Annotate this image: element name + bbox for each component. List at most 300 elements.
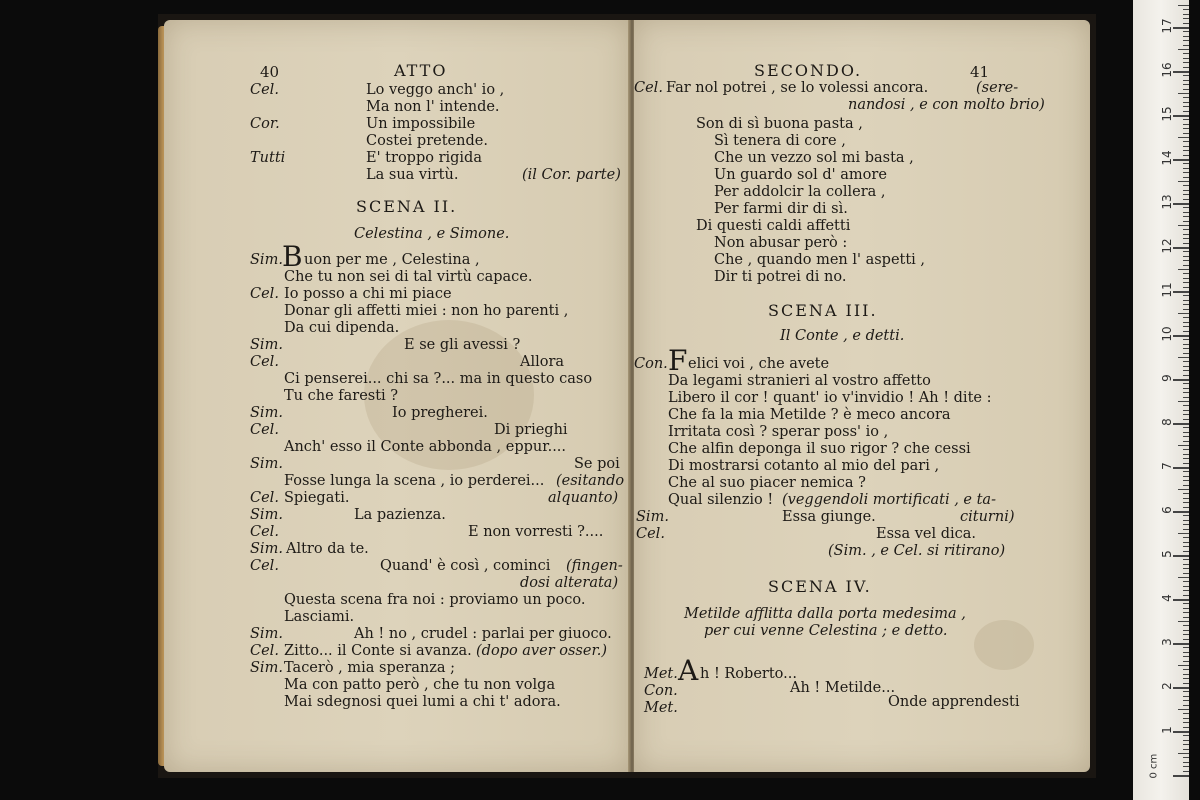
ruler-tick	[1183, 238, 1189, 239]
ruler-tick	[1183, 669, 1189, 670]
ruler-tick	[1183, 309, 1189, 310]
stage-direction: dosi alterata)	[520, 575, 619, 591]
ruler-tick	[1183, 256, 1189, 257]
ruler-tick	[1183, 397, 1189, 398]
verse-line: Ah ! Metilde...	[790, 680, 896, 696]
speaker: Cel.	[634, 80, 663, 96]
ruler-tick	[1183, 590, 1189, 591]
ruler-tick	[1183, 705, 1189, 706]
ruler-tick	[1183, 146, 1189, 147]
ruler-tick	[1183, 427, 1189, 428]
verse-line: Anch' esso il Conte abbonda , eppur....	[284, 439, 567, 455]
ruler-tick	[1173, 643, 1189, 645]
speaker: Con.	[644, 683, 678, 699]
verse-line: Altro da te.	[286, 541, 369, 557]
ruler-tick	[1183, 524, 1189, 525]
verse-line: Per addolcir la collera ,	[714, 184, 886, 200]
ruler-tick	[1183, 370, 1189, 371]
ruler-tick	[1183, 119, 1189, 120]
ruler-tick	[1183, 111, 1189, 112]
ruler-number: 5	[1160, 550, 1174, 558]
speaker: Cor.	[250, 116, 280, 132]
ruler-number: 12	[1160, 238, 1174, 254]
verse-line: Se poi	[574, 456, 620, 472]
ruler-tick	[1183, 80, 1189, 81]
verse-line: Spiegati.	[284, 490, 350, 506]
speaker: Sim.	[250, 507, 283, 523]
ruler-tick	[1178, 5, 1189, 6]
ruler-tick	[1183, 568, 1189, 569]
speaker: Cel.	[250, 490, 279, 506]
ruler-tick	[1183, 634, 1189, 635]
ruler-tick	[1178, 181, 1189, 182]
ruler-tick	[1183, 23, 1189, 24]
ruler-tick	[1183, 749, 1189, 750]
scene-persons: Celestina , e Simone.	[354, 226, 510, 242]
page-stain	[974, 620, 1034, 670]
verse-line: Allora	[520, 354, 565, 370]
ruler-tick	[1178, 357, 1189, 358]
ruler-number: 2	[1160, 682, 1174, 690]
ruler-tick	[1173, 203, 1189, 205]
ruler-tick	[1173, 71, 1189, 73]
ruler-tick	[1183, 14, 1189, 15]
ruler-tick	[1183, 141, 1189, 142]
ruler-tick	[1183, 304, 1189, 305]
ruler-tick	[1173, 687, 1189, 689]
ruler-tick	[1178, 445, 1189, 446]
stage-direction: (esitando	[556, 473, 625, 489]
speaker: Sim.	[250, 660, 283, 676]
ruler-tick	[1183, 419, 1189, 420]
open-book	[158, 14, 1096, 778]
ruler-number: 1	[1160, 726, 1174, 734]
ruler-tick	[1183, 678, 1189, 679]
speaker: Cel.	[250, 82, 279, 98]
verse-line: E se gli avessi ?	[404, 337, 521, 353]
speaker: Sim.	[636, 509, 669, 525]
ruler-tick	[1173, 247, 1189, 249]
verse-line: Quand' è così , cominci	[380, 558, 551, 574]
verse-line: Che un vezzo sol mi basta ,	[714, 150, 914, 166]
ruler-tick	[1183, 339, 1189, 340]
ruler-tick	[1183, 515, 1189, 516]
ruler-tick	[1183, 89, 1189, 90]
verse-line: Zitto... il Conte si avanza.	[284, 643, 472, 659]
ruler-tick	[1183, 353, 1189, 354]
page-number: 41	[970, 63, 990, 81]
ruler-number: 8	[1160, 418, 1174, 426]
ruler-tick	[1183, 542, 1189, 543]
ruler-tick	[1183, 485, 1189, 486]
ruler-tick	[1173, 115, 1189, 117]
ruler-number: 17	[1160, 18, 1174, 34]
ruler-tick	[1183, 595, 1189, 596]
verse-line: Ah ! no , crudel : parlai per giuoco.	[354, 626, 612, 642]
ruler-tick	[1183, 133, 1189, 134]
speaker: Con.	[634, 356, 668, 372]
ruler-tick	[1183, 436, 1189, 437]
ruler-tick	[1183, 656, 1189, 657]
verse-line: Da legami stranieri al vostro affetto	[668, 373, 931, 389]
ruler-tick	[1183, 344, 1189, 345]
ruler-tick	[1178, 665, 1189, 666]
ruler-tick	[1183, 713, 1189, 714]
verse-line: Per farmi dir di sì.	[714, 201, 848, 217]
ruler-tick	[1183, 366, 1189, 367]
drop-capital: B	[282, 240, 303, 273]
verse-line: Che alfin deponga il suo rigor ? che cessi	[668, 441, 971, 457]
stage-direction: (veggendoli mortificati , e ta-	[782, 492, 996, 508]
ruler-tick	[1178, 753, 1189, 754]
ruler-tick	[1183, 229, 1189, 230]
ruler-tick	[1183, 471, 1189, 472]
ruler-tick	[1183, 287, 1189, 288]
stage-direction: (il Cor. parte)	[522, 167, 621, 183]
verse-line: Donar gli affetti miei : non ho parenti ,	[284, 303, 569, 319]
stage-direction: (sere-	[976, 80, 1019, 96]
ruler-tick	[1183, 234, 1189, 235]
ruler-tick	[1183, 735, 1189, 736]
ruler-tick	[1183, 625, 1189, 626]
speaker: Cel.	[250, 422, 279, 438]
ruler-tick	[1173, 467, 1189, 469]
verse-line: h ! Roberto...	[700, 666, 797, 682]
speaker: Met.	[644, 666, 678, 682]
ruler-tick	[1173, 511, 1189, 513]
ruler-number: 7	[1160, 462, 1174, 470]
ruler-tick	[1173, 731, 1189, 733]
ruler-tick	[1183, 683, 1189, 684]
measuring-ruler	[1133, 0, 1189, 800]
ruler-tick	[1178, 93, 1189, 94]
ruler-tick	[1183, 295, 1189, 296]
ruler-tick	[1178, 137, 1189, 138]
ruler-tick	[1183, 441, 1189, 442]
ruler-tick	[1183, 348, 1189, 349]
ruler-tick	[1183, 405, 1189, 406]
running-head: SECONDO.	[754, 61, 863, 80]
ruler-tick	[1183, 326, 1189, 327]
verse-line: Io pregherei.	[392, 405, 488, 421]
ruler-tick	[1183, 106, 1189, 107]
ruler-tick	[1178, 533, 1189, 534]
ruler-tick	[1183, 551, 1189, 552]
verse-line: Far nol potrei , se lo volessi ancora.	[666, 80, 929, 96]
speaker: Sim.	[250, 252, 283, 268]
speaker: Sim.	[250, 456, 283, 472]
ruler-number: 16	[1160, 62, 1174, 78]
ruler-tick	[1183, 31, 1189, 32]
verse-line: Io posso a chi mi piace	[284, 286, 452, 302]
verse-line: Questa scena fra noi : proviamo un poco.	[284, 592, 586, 608]
ruler-tick	[1183, 696, 1189, 697]
verse-line: Essa giunge.	[782, 509, 876, 525]
ruler-tick	[1183, 53, 1189, 54]
ruler-tick	[1183, 454, 1189, 455]
ruler-tick	[1183, 639, 1189, 640]
ruler-tick	[1183, 559, 1189, 560]
drop-capital: A	[678, 654, 699, 687]
ruler-tick	[1173, 599, 1189, 601]
ruler-tick	[1183, 212, 1189, 213]
speaker: Cel.	[250, 558, 279, 574]
verse-line: La sua virtù.	[366, 167, 459, 183]
ruler-tick	[1183, 260, 1189, 261]
ruler-tick	[1183, 199, 1189, 200]
ruler-number: 14	[1160, 150, 1174, 166]
ruler-tick	[1183, 278, 1189, 279]
ruler-tick	[1183, 75, 1189, 76]
verse-line: Ma non l' intende.	[366, 99, 500, 115]
ruler-tick	[1183, 410, 1189, 411]
ruler-tick	[1183, 300, 1189, 301]
ruler-tick	[1183, 97, 1189, 98]
ruler-tick	[1183, 18, 1189, 19]
ruler-tick	[1183, 168, 1189, 169]
ruler-tick	[1183, 661, 1189, 662]
ruler-tick	[1183, 757, 1189, 758]
page-number: 40	[260, 63, 280, 81]
ruler-tick	[1183, 498, 1189, 499]
ruler-tick	[1173, 775, 1189, 777]
verse-line: E non vorresti ?....	[468, 524, 604, 540]
ruler-tick	[1183, 67, 1189, 68]
verse-line: elici voi , che avete	[688, 356, 830, 372]
scene-title: SCENA II.	[356, 197, 458, 216]
verse-line: Son di sì buona pasta ,	[696, 116, 863, 132]
ruler-tick	[1183, 603, 1189, 604]
ruler-tick	[1183, 520, 1189, 521]
ruler-tick	[1183, 190, 1189, 191]
verse-line: uon per me , Celestina ,	[304, 252, 480, 268]
verse-line: La pazienza.	[354, 507, 446, 523]
ruler-tick	[1183, 630, 1189, 631]
ruler-tick	[1183, 647, 1189, 648]
ruler-number: 13	[1160, 194, 1174, 210]
ruler-tick	[1183, 251, 1189, 252]
speaker: Sim.	[250, 626, 283, 642]
running-head: ATTO	[394, 61, 448, 80]
ruler-tick	[1183, 331, 1189, 332]
speaker: Cel.	[250, 524, 279, 540]
ruler-tick	[1173, 335, 1189, 337]
ruler-tick	[1183, 150, 1189, 151]
ruler-tick	[1183, 529, 1189, 530]
verse-line: Ma con patto però , che tu non volga	[284, 677, 556, 693]
ruler-number: 4	[1160, 594, 1174, 602]
ruler-tick	[1183, 265, 1189, 266]
ruler-tick	[1183, 691, 1189, 692]
ruler-tick	[1178, 49, 1189, 50]
verse-line: Tacerò , mia speranza ;	[284, 660, 456, 676]
stage-direction: alquanto)	[548, 490, 619, 506]
ruler-tick	[1183, 700, 1189, 701]
ruler-tick	[1183, 537, 1189, 538]
ruler-tick	[1178, 401, 1189, 402]
ruler-tick	[1183, 507, 1189, 508]
ruler-tick	[1183, 762, 1189, 763]
ruler-tick	[1183, 9, 1189, 10]
left-page	[164, 20, 630, 772]
ruler-number: 10	[1160, 326, 1174, 342]
ruler-tick	[1183, 766, 1189, 767]
ruler-tick	[1183, 744, 1189, 745]
verse-line: Che , quando men l' aspetti ,	[714, 252, 926, 268]
ruler-tick	[1183, 449, 1189, 450]
verse-line: Lo veggo anch' io ,	[366, 82, 505, 98]
ruler-tick	[1183, 727, 1189, 728]
verse-line: Che tu non sei di tal virtù capace.	[284, 269, 533, 285]
ruler-tick	[1183, 388, 1189, 389]
ruler-tick	[1183, 502, 1189, 503]
right-page	[634, 20, 1090, 772]
ruler-tick	[1183, 771, 1189, 772]
ruler-tick	[1183, 216, 1189, 217]
ruler-tick	[1183, 172, 1189, 173]
ruler-tick	[1183, 573, 1189, 574]
ruler-tick	[1183, 45, 1189, 46]
ruler-number: 3	[1160, 638, 1174, 646]
ruler-tick	[1183, 463, 1189, 464]
speaker: Sim.	[250, 541, 283, 557]
ruler-tick	[1173, 291, 1189, 293]
ruler-tick	[1183, 392, 1189, 393]
verse-line: Irritata così ? sperar poss' io ,	[668, 424, 889, 440]
verse-line: Di prieghi	[494, 422, 568, 438]
ruler-number: 9	[1160, 374, 1174, 382]
ruler-tick	[1183, 480, 1189, 481]
ruler-tick	[1183, 273, 1189, 274]
ruler-tick	[1178, 709, 1189, 710]
ruler-tick	[1183, 612, 1189, 613]
verse-line: Che fa la mia Metilde ? è meco ancora	[668, 407, 951, 423]
verse-line: Non abusar però :	[714, 235, 848, 251]
ruler-tick	[1178, 621, 1189, 622]
verse-line: Sì tenera di core ,	[714, 133, 846, 149]
scene-title: SCENA IV.	[768, 577, 872, 596]
ruler-tick	[1173, 159, 1189, 161]
ruler-tick	[1183, 375, 1189, 376]
scene-persons: per cui venne Celestina ; e detto.	[704, 623, 948, 639]
speaker: Cel.	[250, 354, 279, 370]
ruler-tick	[1183, 185, 1189, 186]
verse-line: Fosse lunga la scena , io perderei...	[284, 473, 545, 489]
ruler-tick	[1183, 581, 1189, 582]
ruler-tick	[1178, 489, 1189, 490]
ruler-tick	[1183, 207, 1189, 208]
ruler-tick	[1183, 458, 1189, 459]
stage-direction: nandosi , e con molto brio)	[848, 97, 1045, 113]
verse-line: Costei pretende.	[366, 133, 488, 149]
ruler-tick	[1183, 361, 1189, 362]
speaker: Cel.	[250, 286, 279, 302]
verse-line: E' troppo rigida	[366, 150, 482, 166]
ruler-tick	[1183, 383, 1189, 384]
ruler-number: 11	[1160, 282, 1174, 298]
verse-line: Di questi caldi affetti	[696, 218, 851, 234]
ruler-tick	[1183, 617, 1189, 618]
verse-line: Mai sdegnosi quei lumi a chi t' adora.	[284, 694, 561, 710]
stage-direction: (Sim. , e Cel. si ritirano)	[828, 543, 1006, 559]
drop-capital: F	[668, 344, 688, 377]
ruler-tick	[1183, 722, 1189, 723]
ruler-tick	[1183, 58, 1189, 59]
stage-direction: (dopo aver osser.)	[476, 643, 608, 659]
verse-line: Da cui dipenda.	[284, 320, 400, 336]
ruler-tick	[1173, 27, 1189, 29]
verse-line: Un impossibile	[366, 116, 476, 132]
verse-line: Ci penserei... chi sa ?... ma in questo caso	[284, 371, 593, 387]
scene-persons: Il Conte , e detti.	[780, 328, 905, 344]
ruler-tick	[1183, 155, 1189, 156]
ruler-tick	[1173, 555, 1189, 557]
ruler-tick	[1178, 225, 1189, 226]
stage-direction: citurni)	[960, 509, 1015, 525]
ruler-tick	[1183, 84, 1189, 85]
ruler-tick	[1183, 163, 1189, 164]
ruler-tick	[1178, 313, 1189, 314]
speaker: Sim.	[250, 337, 283, 353]
ruler-tick	[1183, 652, 1189, 653]
ruler-tick	[1183, 718, 1189, 719]
ruler-tick	[1178, 269, 1189, 270]
ruler-tick	[1183, 243, 1189, 244]
ruler-tick	[1183, 476, 1189, 477]
ruler-tick	[1183, 432, 1189, 433]
ruler-tick	[1183, 177, 1189, 178]
ruler-tick	[1183, 493, 1189, 494]
speaker: Met.	[644, 700, 678, 716]
ruler-tick	[1178, 577, 1189, 578]
ruler-number: 6	[1160, 506, 1174, 514]
ruler-tick	[1183, 128, 1189, 129]
verse-line: Dir ti potrei di no.	[714, 269, 847, 285]
verse-line: Libero il cor ! quant' io v'invidio ! Ah ! dite :	[668, 390, 992, 406]
speaker: Tutti	[250, 150, 286, 166]
ruler-tick	[1183, 221, 1189, 222]
verse-line: Tu che faresti ?	[284, 388, 399, 404]
ruler-tick	[1183, 124, 1189, 125]
verse-line: Che al suo piacer nemica ?	[668, 475, 866, 491]
ruler-tick	[1183, 62, 1189, 63]
verse-line: Di mostrarsi cotanto al mio del pari ,	[668, 458, 940, 474]
verse-line: Lasciami.	[284, 609, 355, 625]
ruler-tick	[1183, 414, 1189, 415]
ruler-tick	[1183, 674, 1189, 675]
speaker: Cel.	[636, 526, 665, 542]
speaker: Sim.	[250, 405, 283, 421]
scene-persons: Metilde afflitta dalla porta medesima ,	[684, 606, 966, 622]
ruler-tick	[1183, 322, 1189, 323]
verse-line: Un guardo sol d' amore	[714, 167, 887, 183]
ruler-tick	[1183, 36, 1189, 37]
ruler-tick	[1183, 546, 1189, 547]
speaker: Cel.	[250, 643, 279, 659]
ruler-tick	[1173, 379, 1189, 381]
ruler-number: 15	[1160, 106, 1174, 122]
verse-line: Onde apprendesti	[888, 694, 1020, 710]
ruler-tick	[1183, 102, 1189, 103]
stage-direction: (fingen-	[566, 558, 623, 574]
verse-line: Essa vel dica.	[876, 526, 977, 542]
ruler-tick	[1183, 740, 1189, 741]
ruler-tick	[1183, 564, 1189, 565]
ruler-tick	[1183, 586, 1189, 587]
ruler-tick	[1183, 608, 1189, 609]
ruler-unit-label: 0 cm	[1148, 753, 1160, 779]
ruler-tick	[1183, 40, 1189, 41]
